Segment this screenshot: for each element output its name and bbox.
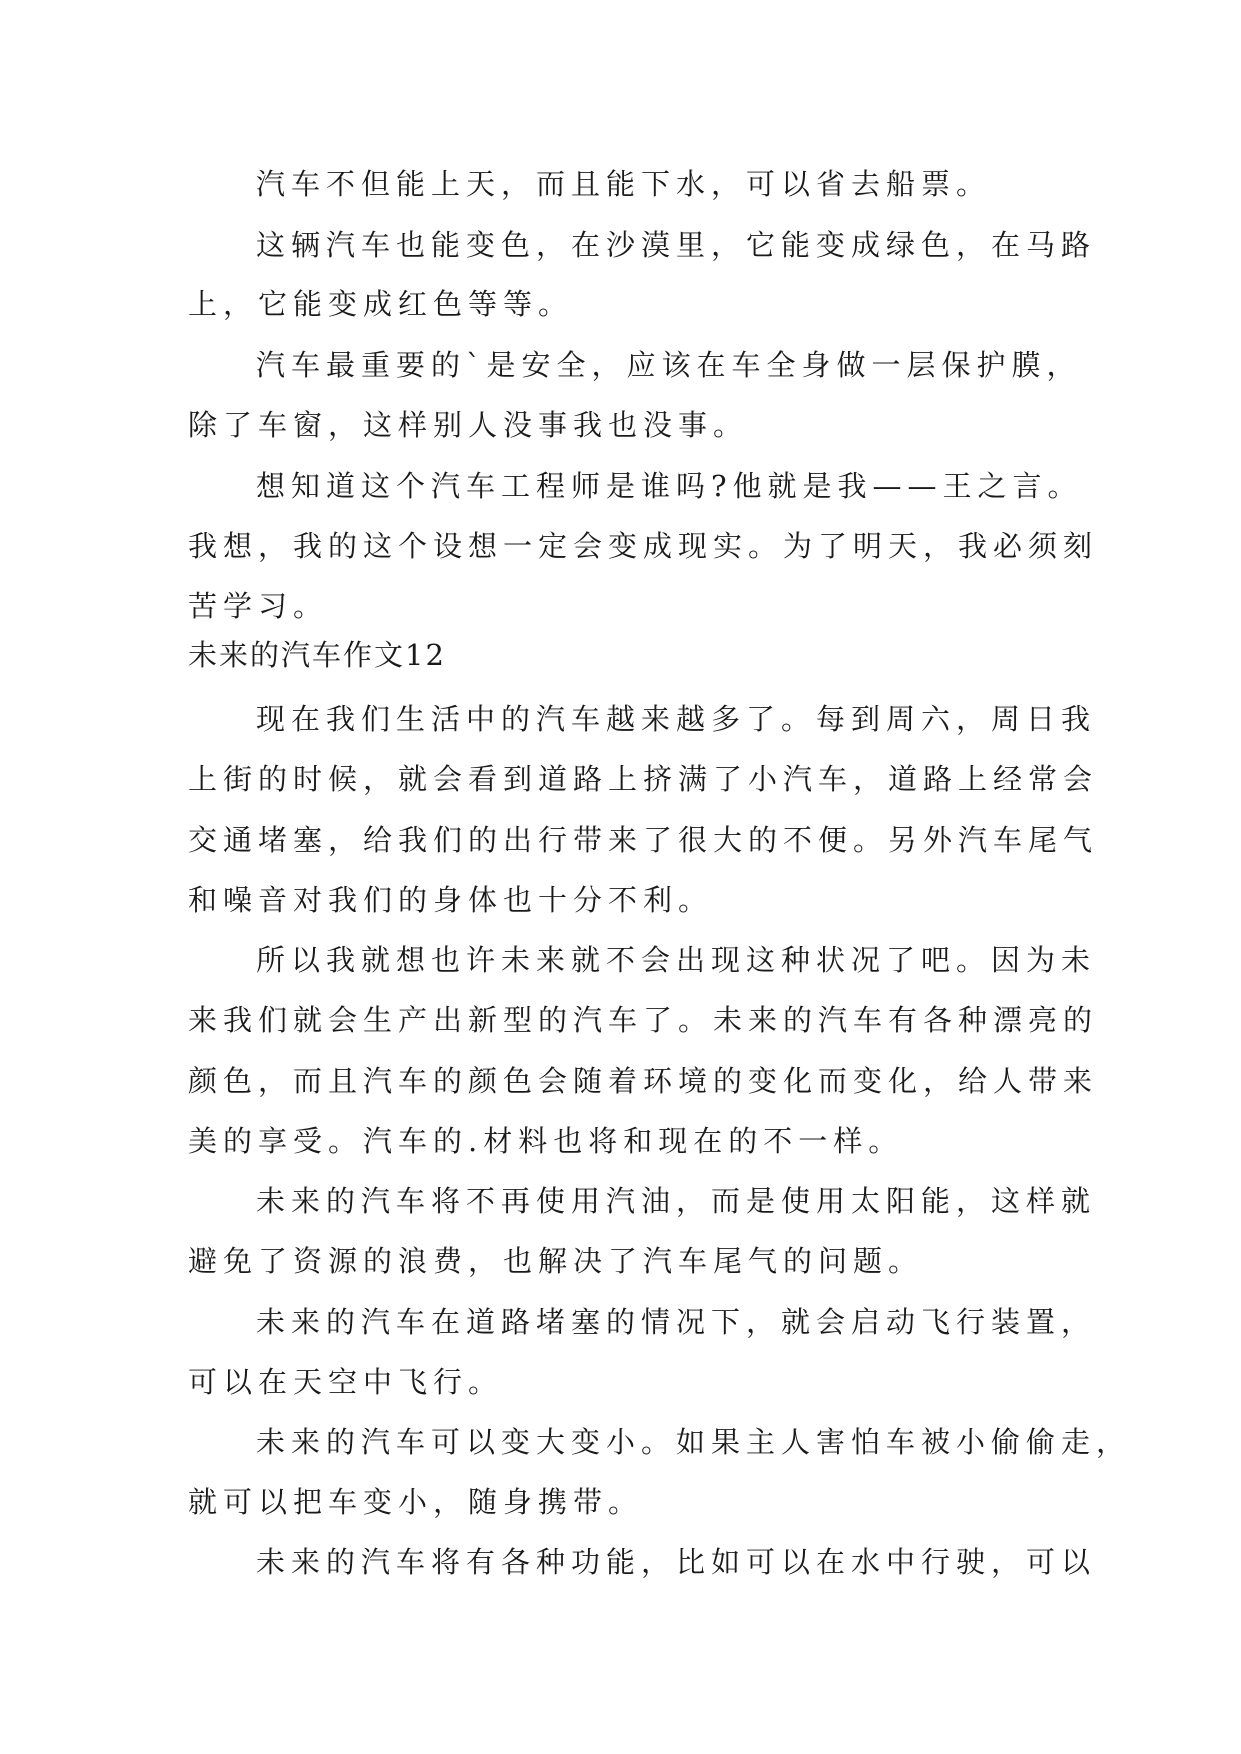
text-line: 和噪音对我们的身体也十分不利。 [188, 883, 714, 917]
text-line: 这辆汽车也能变色，在沙漠里，它能变成绿色，在马路 [256, 228, 1097, 262]
text-line: 交通堵塞，给我们的出行带来了很大的不便。另外汽车尾气 [188, 823, 1099, 857]
text-line: 颜色，而且汽车的颜色会随着环境的变化而变化，给人带来 [188, 1064, 1099, 1098]
text-line: 汽车最重要的`是安全，应该在车全身做一层保护膜， [256, 348, 1082, 382]
text-line: 未来的汽车将有各种功能，比如可以在水中行驶，可以 [256, 1545, 1097, 1579]
text-line: 避免了资源的浪费，也解决了汽车尾气的问题。 [188, 1244, 924, 1278]
text-line: 苦学习。 [188, 589, 329, 623]
text-line: 上街的时候，就会看到道路上挤满了小汽车，道路上经常会 [188, 762, 1099, 796]
text-line: 上，它能变成红色等等。 [188, 287, 574, 321]
text-line: 汽车不但能上天，而且能下水，可以省去船票。 [256, 167, 992, 201]
text-line: 来我们就会生产出新型的汽车了。未来的汽车有各种漂亮的 [188, 1003, 1099, 1037]
text-line: 美的享受。汽车的.材料也将和现在的不一样。 [188, 1124, 904, 1158]
text-line: 未来的汽车可以变大变小。如果主人害怕车被小偷偷走， [256, 1425, 1132, 1459]
text-line: 除了车窗，这样别人没事我也没事。 [188, 408, 749, 442]
text-line: 想知道这个汽车工程师是谁吗?他就是我——王之言。 [256, 469, 1083, 503]
text-line: 我想，我的这个设想一定会变成现实。为了明天，我必须刻 [188, 529, 1099, 563]
text-line: 未来的汽车将不再使用汽油，而是使用太阳能，这样就 [256, 1184, 1097, 1218]
text-line: 未来的汽车在道路堵塞的情况下，就会启动飞行装置， [256, 1305, 1097, 1339]
text-line: 所以我就想也许未来就不会出现这种状况了吧。因为未 [256, 943, 1097, 977]
text-line: 现在我们生活中的汽车越来越多了。每到周六，周日我 [256, 702, 1097, 736]
text-line: 就可以把车变小，随身携带。 [188, 1485, 644, 1519]
text-line: 可以在天空中飞行。 [188, 1365, 504, 1399]
section-heading: 未来的汽车作文12 [188, 638, 446, 672]
